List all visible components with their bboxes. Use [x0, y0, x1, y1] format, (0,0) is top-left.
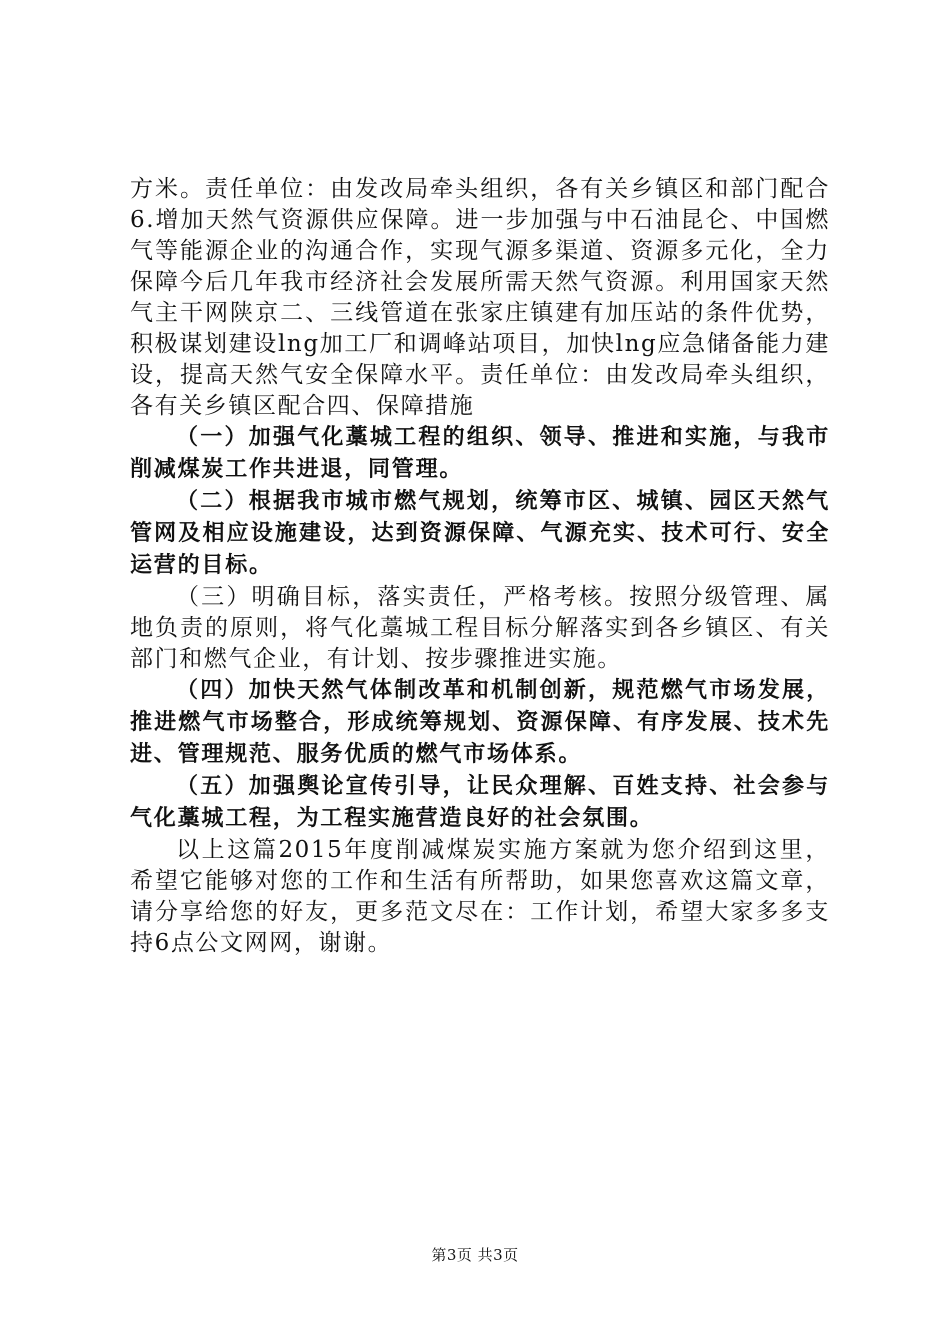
- paragraph-measure-1: （一）加强气化藁城工程的组织、领导、推进和实施，与我市削减煤炭工作共进退，同管理。: [130, 425, 830, 482]
- paragraph-measure-3: （三）明确目标，落实责任，严格考核。按照分级管理、属地负责的原则，将气化藁城工程目标分解落实到各乡镇区、有关部门和燃气企业，有计划、按步骤推进实施。: [130, 584, 830, 672]
- paragraph-closing: 以上这篇2015年度削减煤炭实施方案就为您介绍到这里，希望它能够对您的工作和生活有所帮助，如果您喜欢这篇文章，请分享给您的好友，更多范文尽在：工作计划，希望大家多多支持6点公文网网，谢谢。: [130, 837, 830, 956]
- page-footer: 第3页 共3页: [431, 1246, 519, 1264]
- paragraph-continuation: 方米。责任单位：由发改局牵头组织，各有关乡镇区和部门配合6.增加天然气资源供应保障。进一步加强与中石油昆仑、中国燃气等能源企业的沟通合作，实现气源多渠道、资源多元化，全力保障今后几年我市经济社会发展所需天然气资源。利用国家天然气主干网陕京二、三线管道在张家庄镇建有加压站的条件优势，积极谋划建设lng加工厂和调峰站项目，加快lng应急储备能力建设，提高天然气安全保障水平。责任单位：由发改局牵头组织，各有关乡镇区配合四、保障措施: [130, 176, 830, 419]
- paragraph-measure-4: （四）加快天然气体制改革和机制创新，规范燃气市场发展，推进燃气市场整合，形成统筹规划、资源保障、有序发展、技术先进、管理规范、服务优质的燃气市场体系。: [130, 678, 830, 767]
- paragraph-measure-5: （五）加强舆论宣传引导，让民众理解、百姓支持、社会参与气化藁城工程，为工程实施营造良好的社会氛围。: [130, 774, 830, 831]
- paragraph-measure-2: （二）根据我市城市燃气规划，统筹市区、城镇、园区天然气管网及相应设施建设，达到资源保障、气源充实、技术可行、安全运营的目标。: [130, 489, 830, 578]
- document-body: [130, 174, 830, 959]
